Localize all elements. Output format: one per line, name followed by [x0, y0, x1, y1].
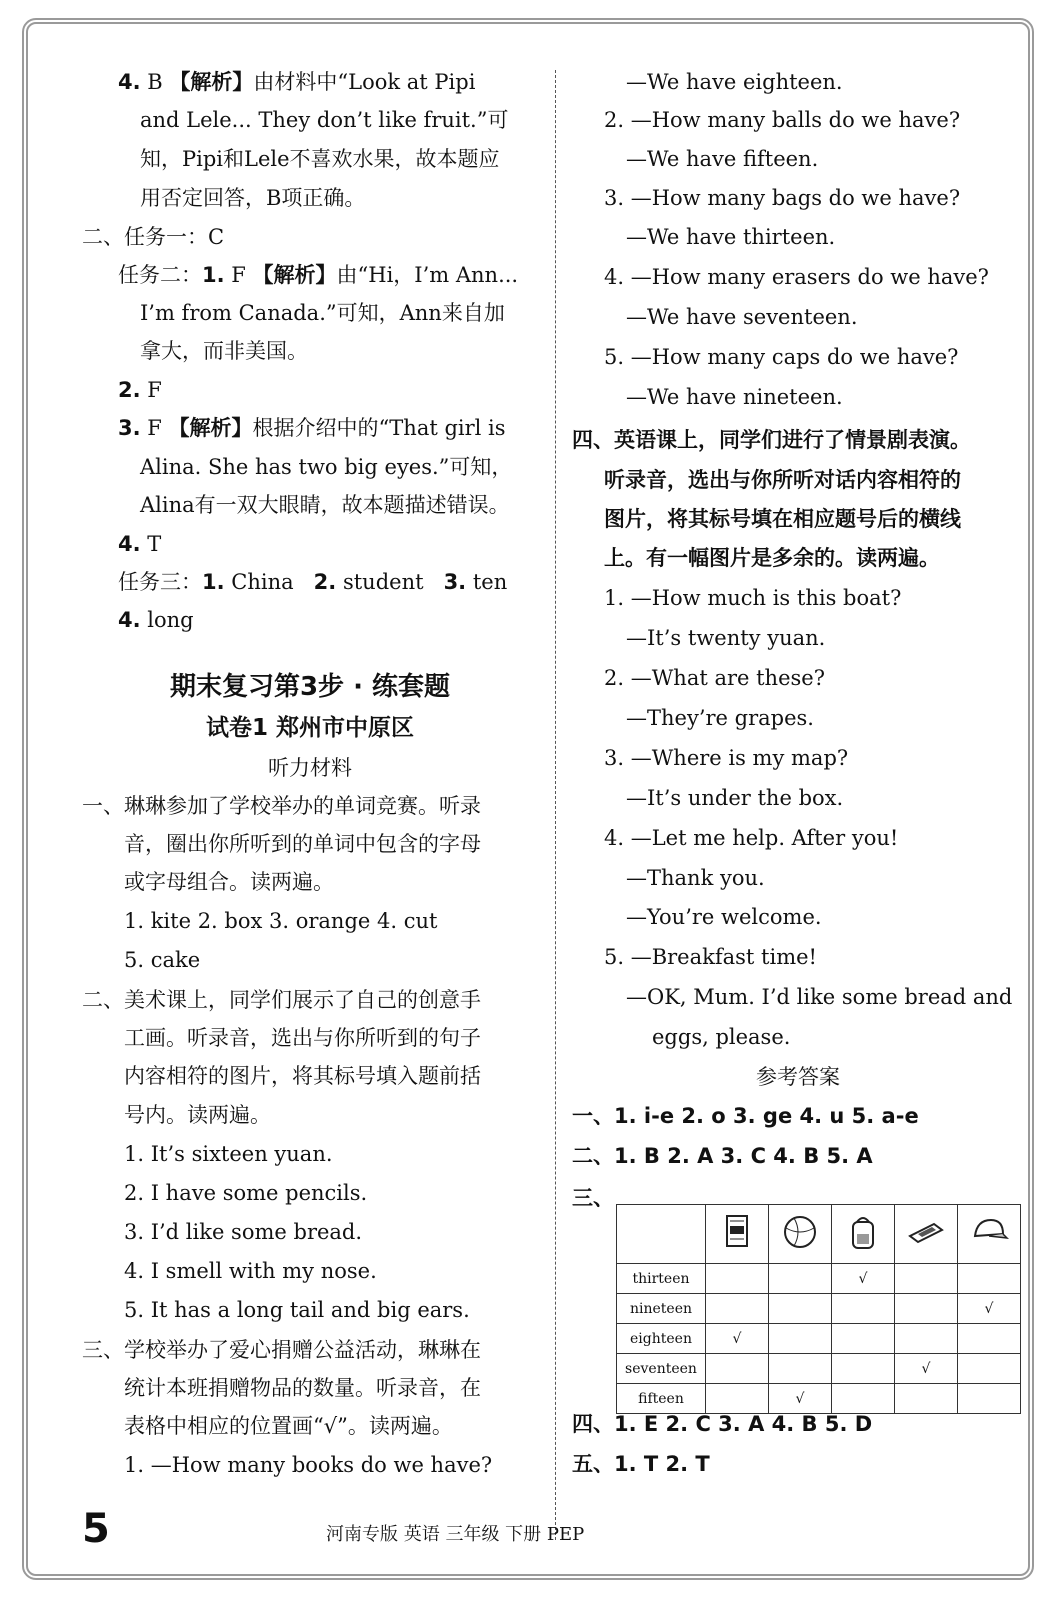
p4-line1: 四、英语课上，同学们进行了情景剧表演。: [572, 428, 971, 452]
check-mark: √: [832, 1264, 895, 1294]
footer-text: 河南专版 英语 三年级 下册 PEP: [326, 1524, 585, 1545]
r-line1: 2. —How many balls do we have?: [604, 108, 961, 132]
answers-5: 五、1. T 2. T: [572, 1452, 710, 1476]
table-row: [617, 1294, 1021, 1324]
s2-task2-line2: I’m from Canada.”可知，Ann来自加: [140, 301, 505, 325]
table-header-row: [617, 1205, 1021, 1264]
p4-item4: 3. —Where is my map?: [604, 746, 849, 770]
p4-line3: 图片，将其标号填在相应题号后的横线: [604, 507, 961, 531]
ball-icon: [780, 1212, 820, 1252]
s2-task2-line3: 拿大，而非美国。: [140, 339, 308, 363]
p1-line3: 或字母组合。读两遍。: [124, 870, 334, 894]
s2-item3-line1: 3. F 【解析】根据介绍中的“That girl is: [118, 416, 506, 440]
column-divider: [555, 70, 556, 1540]
p2-item5: 5. It has a long tail and big ears.: [124, 1298, 470, 1322]
s2-item4: 4. T: [118, 532, 162, 556]
answers-title: 参考答案: [756, 1065, 840, 1089]
answers-3-label: 三、: [572, 1186, 614, 1210]
r-line3: 3. —How many bags do we have?: [604, 186, 961, 210]
p2-line3: 内容相符的图片，将其标号填入题前括: [124, 1064, 481, 1088]
p2-line1: 二、美术课上，同学们展示了自己的创意手: [82, 988, 481, 1012]
eraser-icon: [906, 1212, 946, 1252]
p4-line4: 上。有一幅图片是多余的。读两遍。: [604, 546, 940, 570]
p4-item10: —OK, Mum. I’d like some bread and: [626, 985, 1013, 1009]
p4-item5: —It’s under the box.: [626, 786, 844, 810]
p4-item8: —You’re welcome.: [626, 905, 822, 929]
p1-line2: 音，圈出你所听到的单词中包含的字母: [124, 832, 481, 856]
q4-line4: 用否定回答，B项正确。: [140, 186, 366, 210]
p4-item1: —It’s twenty yuan.: [626, 626, 826, 650]
r-line4: —We have thirteen.: [626, 225, 836, 249]
table-row: [617, 1324, 1021, 1354]
r-line6: —We have seventeen.: [626, 305, 858, 329]
r-line8: —We have nineteen.: [626, 385, 843, 409]
heading-listening: 听力材料: [268, 756, 352, 780]
s2-item3-line3: Alina有一双大眼睛，故本题描述错误。: [140, 493, 510, 517]
row-label: fifteen: [617, 1384, 706, 1414]
s2-item3-line2: Alina. She has two big eyes.”可知，: [140, 455, 513, 479]
book-icon: [717, 1212, 757, 1252]
p4-item11: eggs, please.: [652, 1025, 791, 1049]
p2-line4: 号内。读两遍。: [124, 1103, 271, 1127]
p1-line1: 一、琳琳参加了学校举办的单词竞赛。听录: [82, 794, 481, 818]
row-label: eighteen: [617, 1324, 706, 1354]
bag-icon: [843, 1212, 883, 1252]
answers-2: 二、1. B 2. A 3. C 4. B 5. A: [572, 1144, 873, 1168]
check-mark: √: [769, 1384, 832, 1414]
p3-item1: 1. —How many books do we have?: [124, 1453, 493, 1477]
p3-line2: 统计本班捐赠物品的数量。听录音，在: [124, 1376, 481, 1400]
answer-table: [616, 1204, 1021, 1414]
table-row: [617, 1384, 1021, 1414]
r-line7: 5. —How many caps do we have?: [604, 345, 959, 369]
row-label: nineteen: [617, 1294, 706, 1324]
p4-item3: —They’re grapes.: [626, 706, 814, 730]
check-mark: √: [895, 1354, 958, 1384]
p1-items1: 1. kite 2. box 3. orange 4. cut: [124, 909, 438, 933]
heading-step3: 期末复习第3步 · 练套题: [169, 672, 451, 702]
check-mark: √: [958, 1294, 1021, 1324]
p4-item6: 4. —Let me help. After you!: [604, 826, 899, 850]
s2-task1: 二、任务一：C: [82, 225, 225, 249]
q4-line3: 知，Pipi和Lele不喜欢水果，故本题应: [140, 147, 500, 171]
task3-line2: 4. long: [118, 608, 194, 632]
r-line5: 4. —How many erasers do we have?: [604, 265, 989, 289]
p2-item4: 4. I smell with my nose.: [124, 1259, 377, 1283]
p2-item1: 1. It’s sixteen yuan.: [124, 1142, 333, 1166]
page-number: 5: [82, 1506, 110, 1552]
p3-line1: 三、学校举办了爱心捐赠公益活动，琳琳在: [82, 1338, 481, 1362]
p4-item7: —Thank you.: [626, 866, 765, 890]
s2-task2-line1: 任务二：1. F 【解析】由“Hi，I’m Ann...: [118, 263, 519, 287]
heading-paper1: 试卷1 郑州市中原区: [205, 715, 414, 741]
row-label: thirteen: [617, 1264, 706, 1294]
p4-item0: 1. —How much is this boat?: [604, 586, 902, 610]
table-corner: [617, 1205, 706, 1264]
row-label: seventeen: [617, 1354, 706, 1384]
table-row: [617, 1264, 1021, 1294]
p2-item3: 3. I’d like some bread.: [124, 1220, 363, 1244]
s2-item2: 2. F: [118, 378, 162, 402]
answers-4: 四、1. E 2. C 3. A 4. B 5. D: [572, 1412, 873, 1436]
r-line0: —We have eighteen.: [626, 70, 843, 94]
q4-line1: 4. B 【解析】由材料中“Look at Pipi: [118, 70, 476, 94]
q4-line2: and Lele... They don’t like fruit.”可: [140, 108, 509, 132]
p4-item9: 5. —Breakfast time!: [604, 945, 817, 969]
answers-1: 一、1. i-e 2. o 3. ge 4. u 5. a-e: [572, 1104, 919, 1128]
p4-line2: 听录音，选出与你所听对话内容相符的: [604, 468, 961, 492]
cap-icon: [969, 1212, 1009, 1252]
p4-item2: 2. —What are these?: [604, 666, 825, 690]
r-line2: —We have fifteen.: [626, 147, 819, 171]
table-row: [617, 1354, 1021, 1384]
check-mark: √: [706, 1324, 769, 1354]
p1-items2: 5. cake: [124, 948, 201, 972]
task3-line1: 任务三：1. China 2. student 3. ten: [118, 570, 508, 594]
p3-line3: 表格中相应的位置画“√”。读两遍。: [124, 1414, 453, 1438]
p2-line2: 工画。听录音，选出与你所听到的句子: [124, 1026, 481, 1050]
p2-item2: 2. I have some pencils.: [124, 1181, 368, 1205]
